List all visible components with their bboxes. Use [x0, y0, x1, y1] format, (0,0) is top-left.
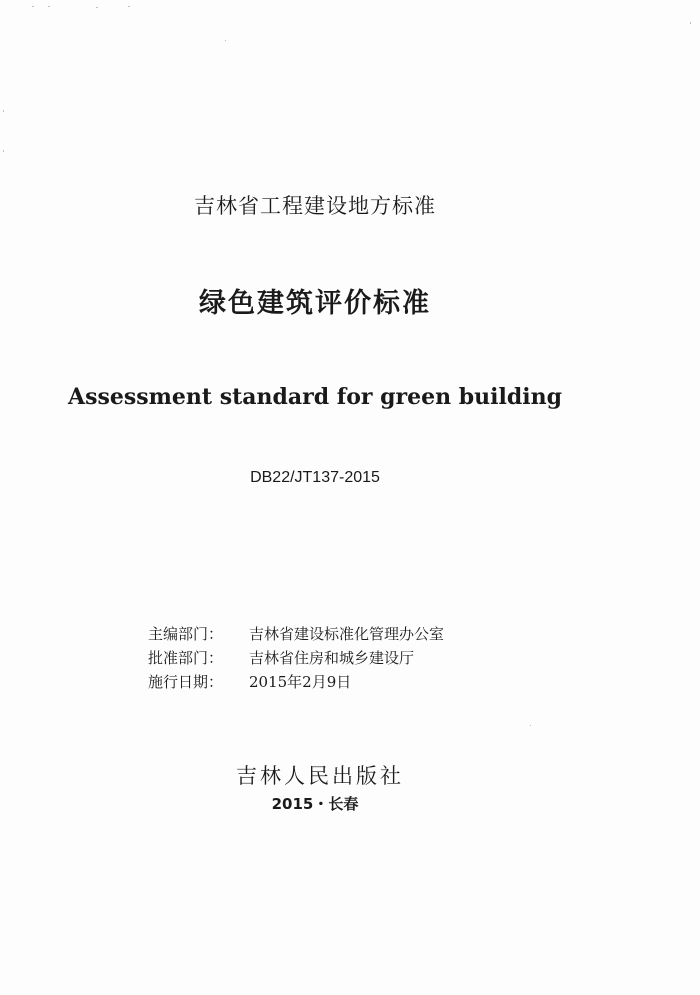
scan-speck — [128, 6, 130, 7]
meta-value: 吉林省住房和城乡建设厅 — [249, 649, 415, 667]
publication-year-place: 2015・长春 — [271, 795, 359, 813]
scan-speck — [3, 150, 4, 152]
standard-code: DB22/JT137-2015 — [250, 469, 380, 486]
title-english: Assessment standard for green building — [68, 384, 562, 410]
meta-label: 批准部门： — [148, 649, 224, 667]
scan-speck — [32, 6, 34, 7]
scan-speck — [225, 40, 226, 41]
meta-label: 施行日期： — [148, 673, 224, 691]
publisher-name: 吉林人民出版社 — [236, 764, 404, 788]
scan-speck — [96, 7, 98, 8]
scan-speck — [48, 6, 50, 7]
approval-department-row — [148, 646, 444, 670]
scan-speck — [530, 725, 531, 726]
meta-value: 2015年2月9日 — [249, 673, 352, 691]
scan-speck — [690, 22, 691, 24]
publication-info — [148, 622, 444, 694]
meta-label: 主编部门： — [148, 625, 224, 643]
effective-date-row — [148, 670, 444, 694]
standard-series-title: 吉林省工程建设地方标准 — [194, 194, 436, 218]
editor-department-row — [148, 622, 444, 646]
meta-value: 吉林省建设标准化管理办公室 — [249, 625, 445, 643]
title-chinese: 绿色建筑评价标准 — [199, 288, 431, 319]
scan-speck — [3, 110, 4, 112]
